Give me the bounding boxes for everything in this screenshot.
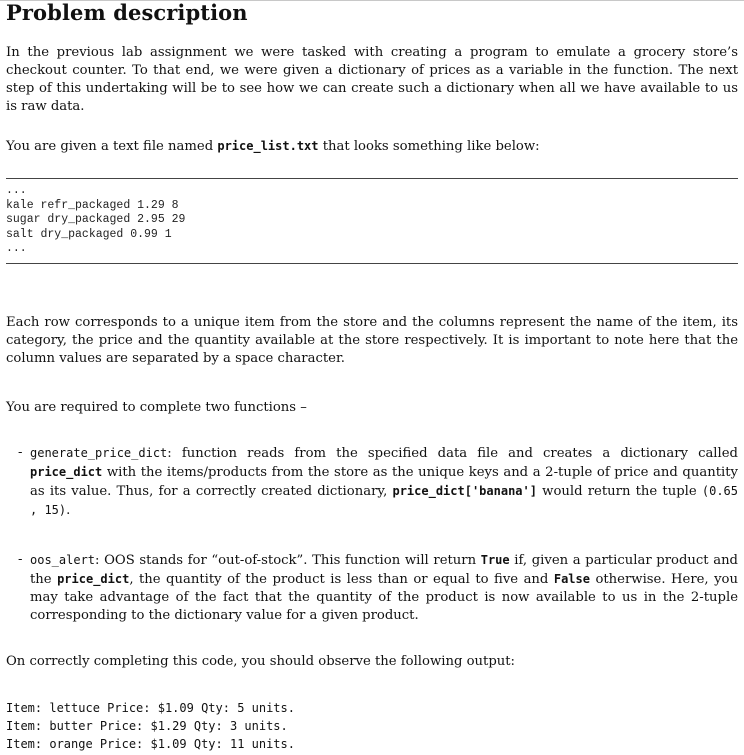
function-text: would return the tuple — [536, 484, 702, 499]
function-item-generate-price-dict — [18, 444, 738, 520]
output-line: Item: orange Price: $1.09 Qty: 11 units. — [6, 737, 295, 751]
file-line: ... — [6, 242, 27, 255]
file-line: salt dry_packaged 0.99 1 — [6, 227, 172, 241]
file-code-block — [6, 184, 185, 257]
given-text-prefix: You are given a text file named — [6, 139, 218, 154]
output-line: Item: butter Price: $1.29 Qty: 3 units. — [6, 719, 288, 733]
output-line: Item: lettuce Price: $1.09 Qty: 5 units. — [6, 701, 295, 715]
function-text: with the items/products from the store as the unique keys and a 2-tuple of price and quantity as its value. Thus, for a correctly created dictionary, — [30, 465, 738, 499]
file-line: kale refr_packaged 1.29 8 — [6, 198, 179, 212]
inline-code: price_dict — [30, 465, 103, 479]
function-text: if, given a particular product and the — [30, 553, 738, 587]
inline-code: (0.65 , 15) — [30, 484, 738, 517]
function-text: : OOS stands for “out-of-stock”. This function will return — [95, 553, 481, 568]
file-line: ... — [6, 184, 27, 197]
function-item-oos-alert — [18, 551, 738, 625]
inline-code: True — [480, 553, 510, 567]
function-text: otherwise. Here, you may take advantage of the fact that the quantity of the product is now available to us in the 2-tuple corresponding to the dictionary value for a given product. — [30, 572, 738, 623]
code-block-top-rule — [6, 178, 738, 179]
filename-code: price_list.txt — [217, 139, 319, 153]
function-name: oos_alert — [30, 553, 96, 567]
required-paragraph: You are required to complete two functions – — [6, 400, 307, 415]
given-file-paragraph — [6, 137, 738, 156]
inline-code: price_dict['banana'] — [392, 484, 537, 498]
rows-paragraph: Each row corresponds to a unique item from the store and the columns represent the name of the item, its category, the price and the quantity available at the store respectively. It is important to note here that the column values are separated by a space character. — [6, 315, 738, 366]
intro-paragraph: In the previous lab assignment we were tasked with creating a program to emulate a grocery store’s checkout counter. To that end, we were given a dictionary of prices as a variable in the function. The next step of this undertaking will be to see how we can create such a dictionary when all we have available to us is raw data. — [6, 45, 738, 114]
code-block-bottom-rule — [6, 263, 738, 264]
list-dash: - — [18, 552, 23, 567]
page-title: Problem description — [6, 0, 248, 25]
function-name: generate_price_dict — [30, 446, 168, 460]
function-text: , the quantity of the product is less than or equal to five and — [129, 572, 554, 587]
given-text-suffix: that looks something like below: — [318, 139, 540, 154]
function-text: . — [66, 503, 71, 518]
function-text: : function reads from the specified data file and creates a dictionary called — [167, 446, 738, 461]
inline-code: price_dict — [57, 572, 130, 586]
inline-code: False — [553, 572, 590, 586]
output-intro-paragraph: On correctly completing this code, you should observe the following output: — [6, 654, 515, 669]
list-dash: - — [18, 445, 23, 460]
expected-output-block — [6, 699, 295, 753]
file-line: sugar dry_packaged 2.95 29 — [6, 213, 186, 226]
